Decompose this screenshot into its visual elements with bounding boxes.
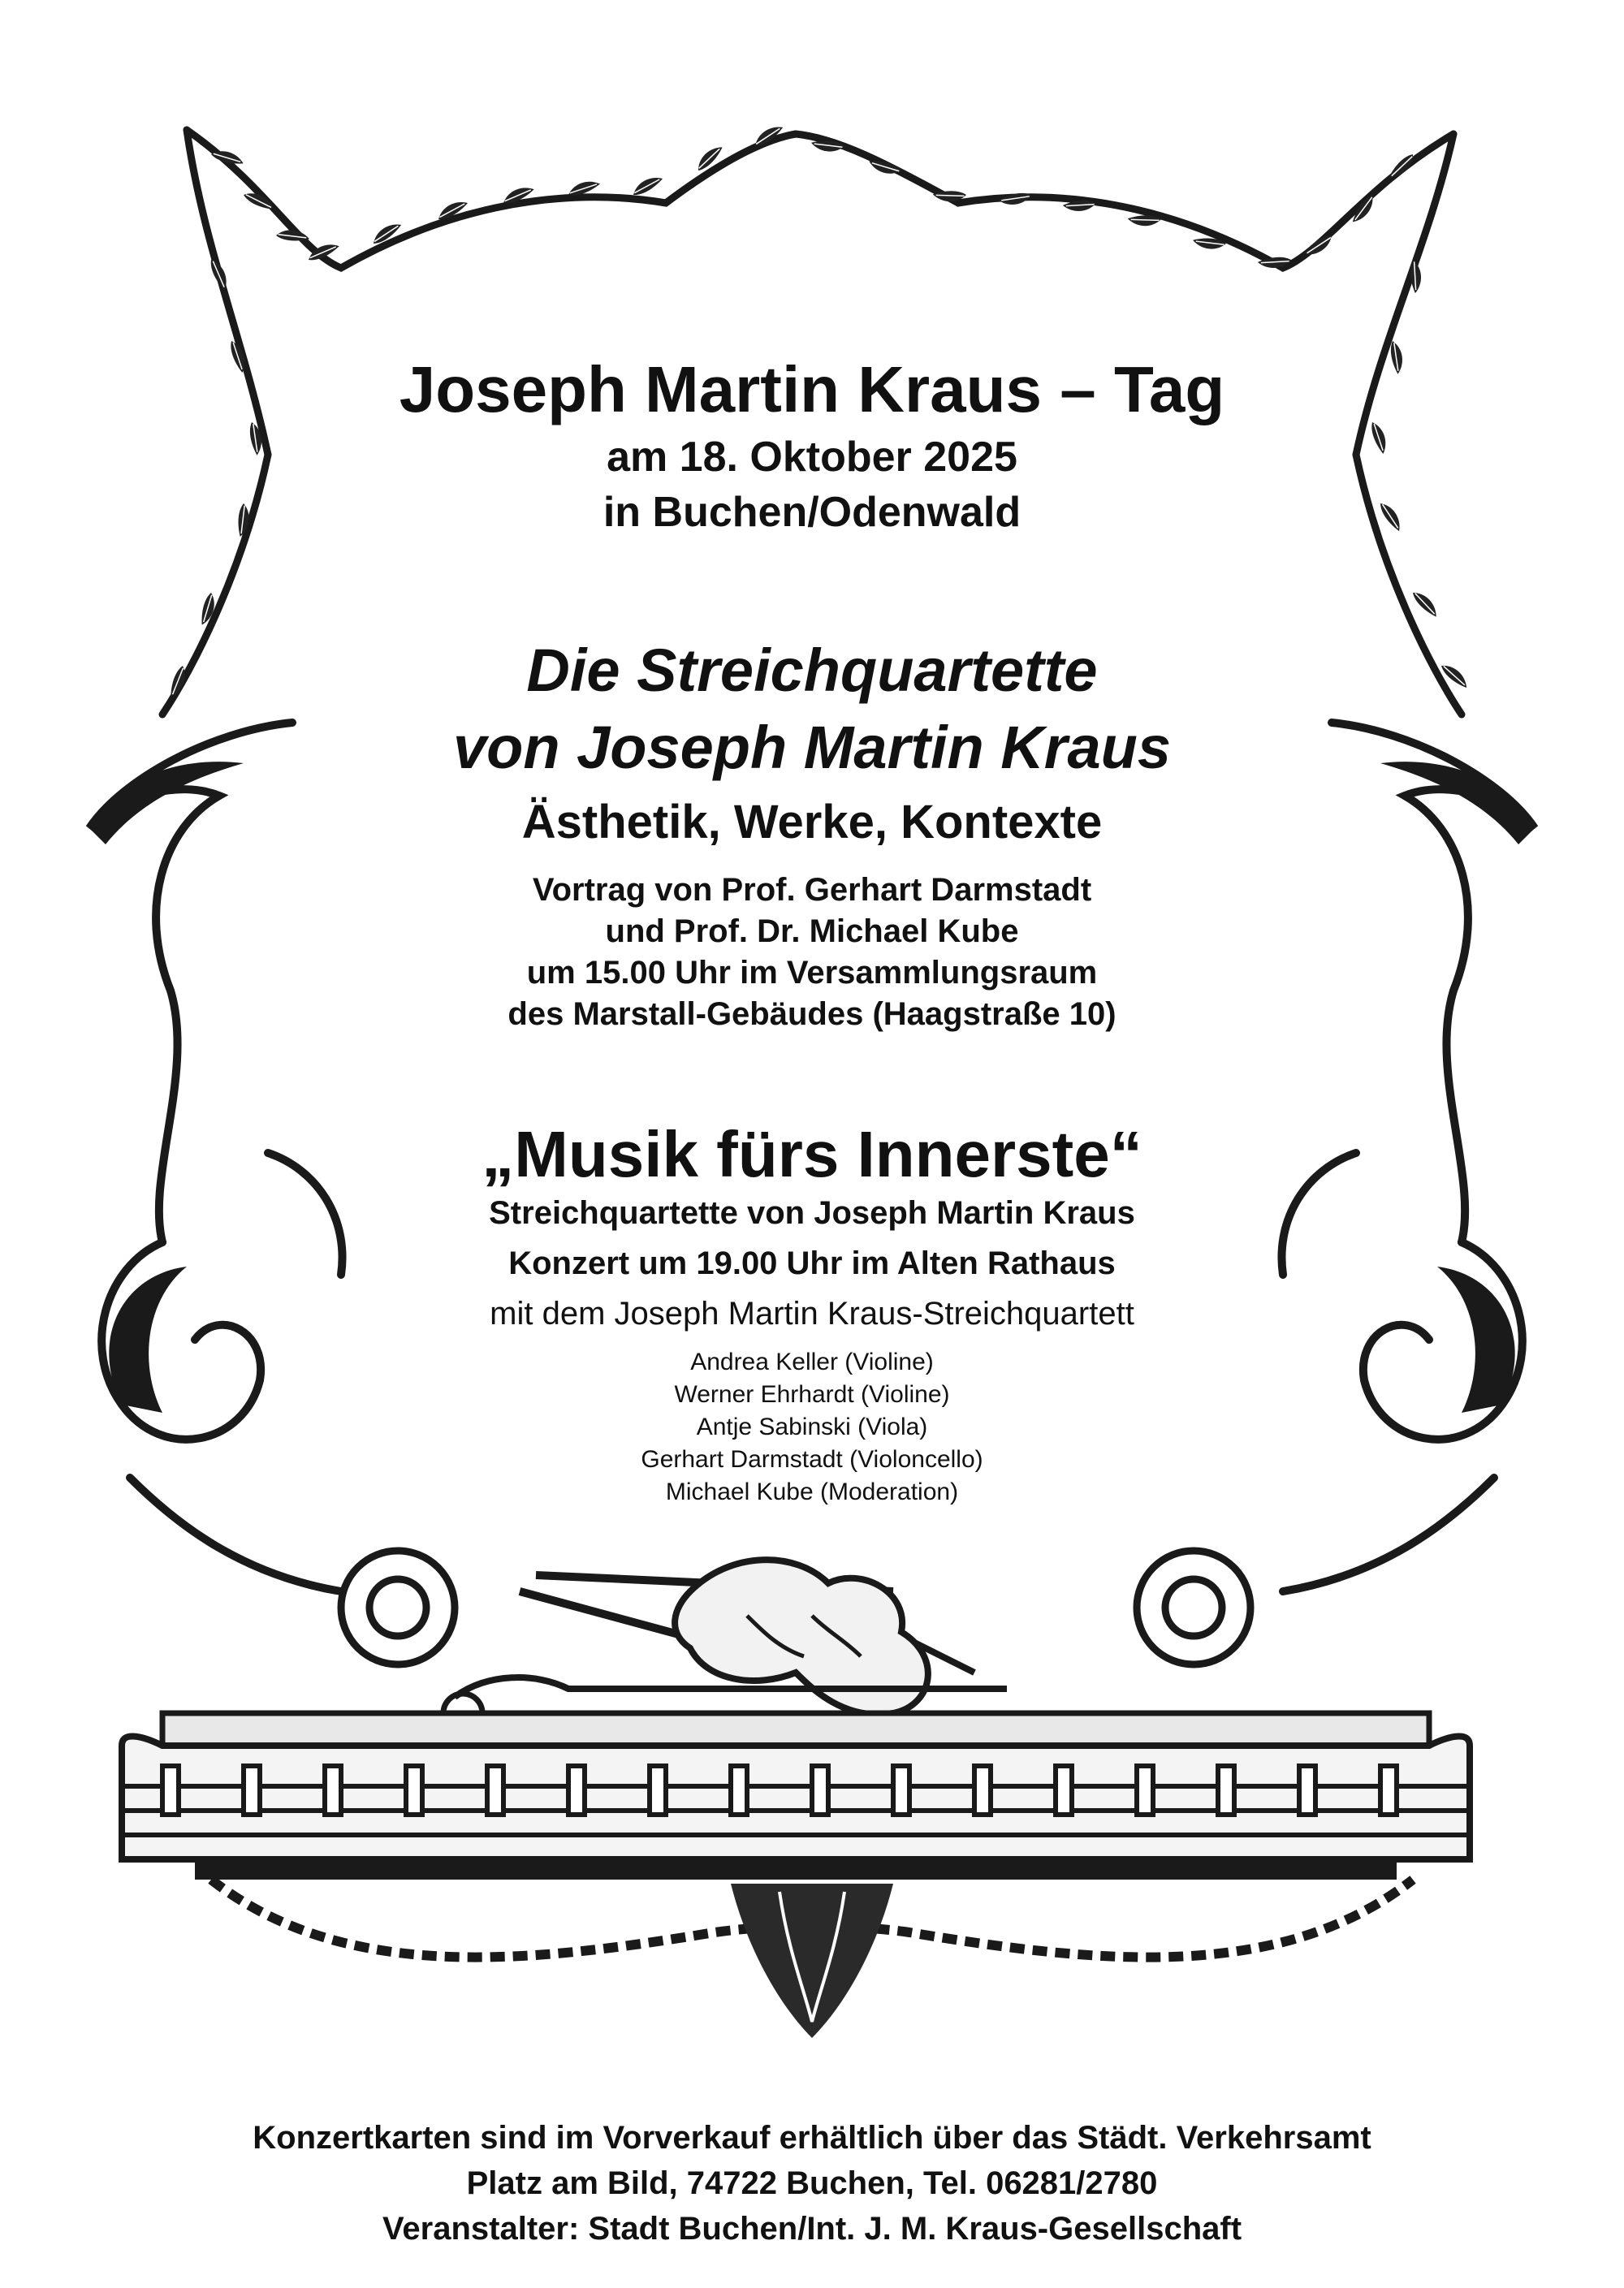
event-place: in Buchen/Odenwald: [603, 489, 1021, 536]
event-title: Joseph Martin Kraus – Tag: [399, 353, 1225, 425]
ensemble-member: Werner Ehrhardt (Violine): [674, 1381, 950, 1408]
lecture-detail: Vortrag von Prof. Gerhart Darmstadt: [532, 872, 1092, 908]
event-date: am 18. Oktober 2025: [607, 434, 1017, 481]
footer-organizer: Veranstalter: Stadt Buchen/Int. J. M. Kraus-Gesellschaft: [382, 2211, 1242, 2247]
lecture-title-line1: Die Streichquartette: [526, 637, 1098, 704]
lecture-title-line2: von Joseph Martin Kraus: [452, 714, 1172, 781]
ensemble-member: Michael Kube (Moderation): [665, 1479, 959, 1505]
violin-and-bows-icon: [443, 1560, 1007, 1733]
concert-subtitle: Streichquartette von Joseph Martin Kraus: [489, 1195, 1135, 1231]
concert-time: Konzert um 19.00 Uhr im Alten Rathaus: [508, 1245, 1116, 1281]
ensemble-member: Gerhart Darmstadt (Violoncello): [641, 1446, 983, 1473]
console-pedestal-icon: [122, 1713, 1470, 2038]
concert-title: „Musik fürs Innerste“: [482, 1118, 1142, 1190]
concert-ensemble: mit dem Joseph Martin Kraus-Streichquartett: [490, 1296, 1134, 1332]
lecture-detail: um 15.00 Uhr im Versammlungsraum: [526, 955, 1098, 991]
lecture-subtitle: Ästhetik, Werke, Kontexte: [521, 796, 1103, 848]
lecture-detail: des Marstall-Gebäudes (Haagstraße 10): [508, 996, 1116, 1032]
footer-tickets: Konzertkarten sind im Vorverkauf erhältlich über das Städt. Verkehrsamt: [253, 2120, 1371, 2156]
ensemble-member: Antje Sabinski (Viola): [696, 1414, 928, 1440]
ensemble-member: Andrea Keller (Violine): [690, 1349, 934, 1375]
footer-address: Platz am Bild, 74722 Buchen, Tel. 06281/2780: [466, 2165, 1158, 2201]
lecture-detail: und Prof. Dr. Michael Kube: [605, 913, 1019, 949]
